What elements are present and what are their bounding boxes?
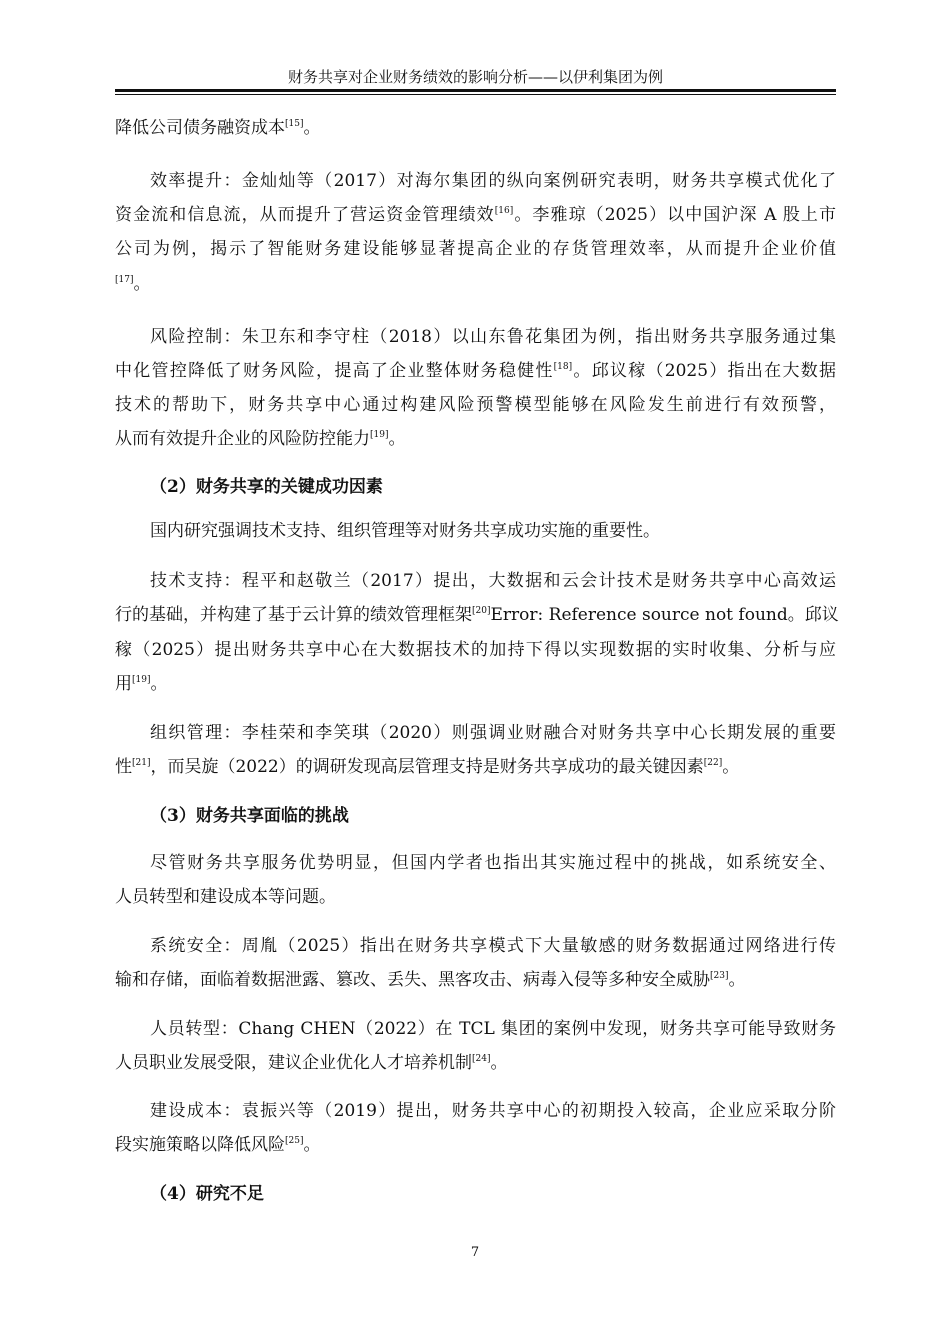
citation-reference: [25] xyxy=(285,1136,304,1146)
text-run: 。 xyxy=(728,970,746,990)
section-heading xyxy=(150,475,871,499)
text-run: （3）财务共享面临的挑战 xyxy=(150,806,349,826)
page-number: 7 xyxy=(470,1245,480,1260)
text-run: （2）财务共享的关键成功因素 xyxy=(150,477,383,497)
citation-reference: [17] xyxy=(115,275,134,285)
paragraph-line xyxy=(115,755,836,779)
text-run: （4）研究不足 xyxy=(150,1184,264,1204)
text-run: 。 xyxy=(150,674,168,694)
paragraph-line xyxy=(115,1051,836,1075)
text-run: 。李雅琼（2025）以中国沪深 A 股上市 xyxy=(513,205,836,225)
text-run: 用 xyxy=(115,674,132,694)
paragraph-line xyxy=(115,968,836,992)
text-run: 稼（2025）提出财务共享中心在大数据技术的加持下得以实现数据的实时收集、分析与应 xyxy=(115,640,836,660)
citation-reference: [15] xyxy=(285,119,304,129)
citation-reference: [19] xyxy=(370,430,389,440)
text-run: 。 xyxy=(490,1053,508,1073)
paragraph-line xyxy=(150,325,836,349)
text-run: 系统安全：周胤（2025）指出在财务共享模式下大量敏感的财务数据通过网络进行传 xyxy=(150,936,836,956)
text-run: 。 xyxy=(722,757,740,777)
paragraph-line xyxy=(150,569,836,593)
citation-reference: [21] xyxy=(132,758,151,768)
text-run: 。 xyxy=(133,274,151,294)
paragraph-line xyxy=(150,851,836,875)
section-heading xyxy=(150,804,871,828)
citation-reference: [24] xyxy=(472,1054,491,1064)
text-run: 行的基础，并构建了基于云计算的绩效管理框架 xyxy=(115,605,472,625)
text-run: 资金流和信息流，从而提升了营运资金管理绩效 xyxy=(115,205,495,225)
text-run: 。邱议稼（2025）指出在大数据 xyxy=(572,361,837,381)
text-run: 人员转型：Chang CHEN（2022）在 TCL 集团的案例中发现，财务共享可能导致财务 xyxy=(150,1019,836,1039)
text-run: 。 xyxy=(303,1135,321,1155)
paragraph-line xyxy=(115,116,836,140)
paragraph-line xyxy=(115,672,836,696)
text-run: 效率提升：金灿灿等（2017）对海尔集团的纵向案例研究表明，财务共享模式优化了 xyxy=(150,171,836,191)
header-rule-thin xyxy=(115,94,836,95)
citation-reference: [23] xyxy=(710,971,729,981)
text-run: 公司为例，揭示了智能财务建设能够显著提高企业的存货管理效率，从而提升企业价值 xyxy=(115,239,836,259)
text-run: 国内研究强调技术支持、组织管理等对财务共享成功实施的重要性。 xyxy=(150,521,660,541)
paragraph-line xyxy=(115,359,836,383)
text-run: 尽管财务共享服务优势明显，但国内学者也指出其实施过程中的挑战，如系统安全、 xyxy=(150,853,836,873)
text-run: 段实施策略以降低风险 xyxy=(115,1135,285,1155)
text-run: 。 xyxy=(388,429,406,449)
paragraph-line xyxy=(150,1099,836,1123)
running-header-title: 财务共享对企业财务绩效的影响分析——以伊利集团为例 xyxy=(287,68,663,86)
paragraph-line xyxy=(150,519,836,543)
paragraph-line xyxy=(115,885,836,909)
citation-reference: [22] xyxy=(703,758,723,768)
text-run: 技术的帮助下，财务共享中心通过构建风险预警模型能够在风险发生前进行有效预警， xyxy=(115,395,836,415)
paragraph-line xyxy=(115,393,836,417)
citation-reference: [16] xyxy=(494,206,514,216)
paragraph-line xyxy=(115,272,836,296)
paragraph-line xyxy=(150,169,836,193)
text-run: ，而吴旋（2022）的调研发现高层管理支持是财务共享成功的最关键因素 xyxy=(150,757,704,777)
paragraph-line xyxy=(115,203,836,227)
paragraph-line xyxy=(150,1017,836,1041)
paragraph-line xyxy=(150,721,836,745)
text-run: 建设成本：袁振兴等（2019）提出，财务共享中心的初期投入较高，企业应采取分阶 xyxy=(150,1101,836,1121)
text-run: 性 xyxy=(115,757,132,777)
text-run: 。 xyxy=(303,118,321,138)
text-run: 风险控制：朱卫东和李守柱（2018）以山东鲁花集团为例，指出财务共享服务通过集 xyxy=(150,327,836,347)
paragraph-line xyxy=(150,934,836,958)
text-run: Error: Reference source not found。邱议 xyxy=(490,605,839,625)
text-run: 输和存储，面临着数据泄露、篡改、丢失、黑客攻击、病毒入侵等多种安全威胁 xyxy=(115,970,710,990)
citation-reference: [19] xyxy=(132,675,151,685)
paragraph-line xyxy=(115,638,836,662)
text-run: 人员转型和建设成本等问题。 xyxy=(115,887,336,907)
header-rule-thick xyxy=(115,89,836,92)
text-run: 人员职业发展受限，建议企业优化人才培养机制 xyxy=(115,1053,472,1073)
citation-reference: [18] xyxy=(553,362,573,372)
citation-reference: [20] xyxy=(472,606,491,616)
text-run: 从而有效提升企业的风险防控能力 xyxy=(115,429,370,449)
text-run: 中化管控降低了财务风险，提高了企业整体财务稳健性 xyxy=(115,361,554,381)
section-heading xyxy=(150,1182,871,1206)
paragraph-line xyxy=(115,427,836,451)
paragraph-line xyxy=(115,603,839,627)
paragraph-line xyxy=(115,1133,836,1157)
text-run: 组织管理：李桂荣和李笑琪（2020）则强调业财融合对财务共享中心长期发展的重要 xyxy=(150,723,836,743)
text-run: 技术支持：程平和赵敬兰（2017）提出，大数据和云会计技术是财务共享中心高效运 xyxy=(150,571,836,591)
text-run: 降低公司债务融资成本 xyxy=(115,118,285,138)
paragraph-line xyxy=(115,237,836,261)
